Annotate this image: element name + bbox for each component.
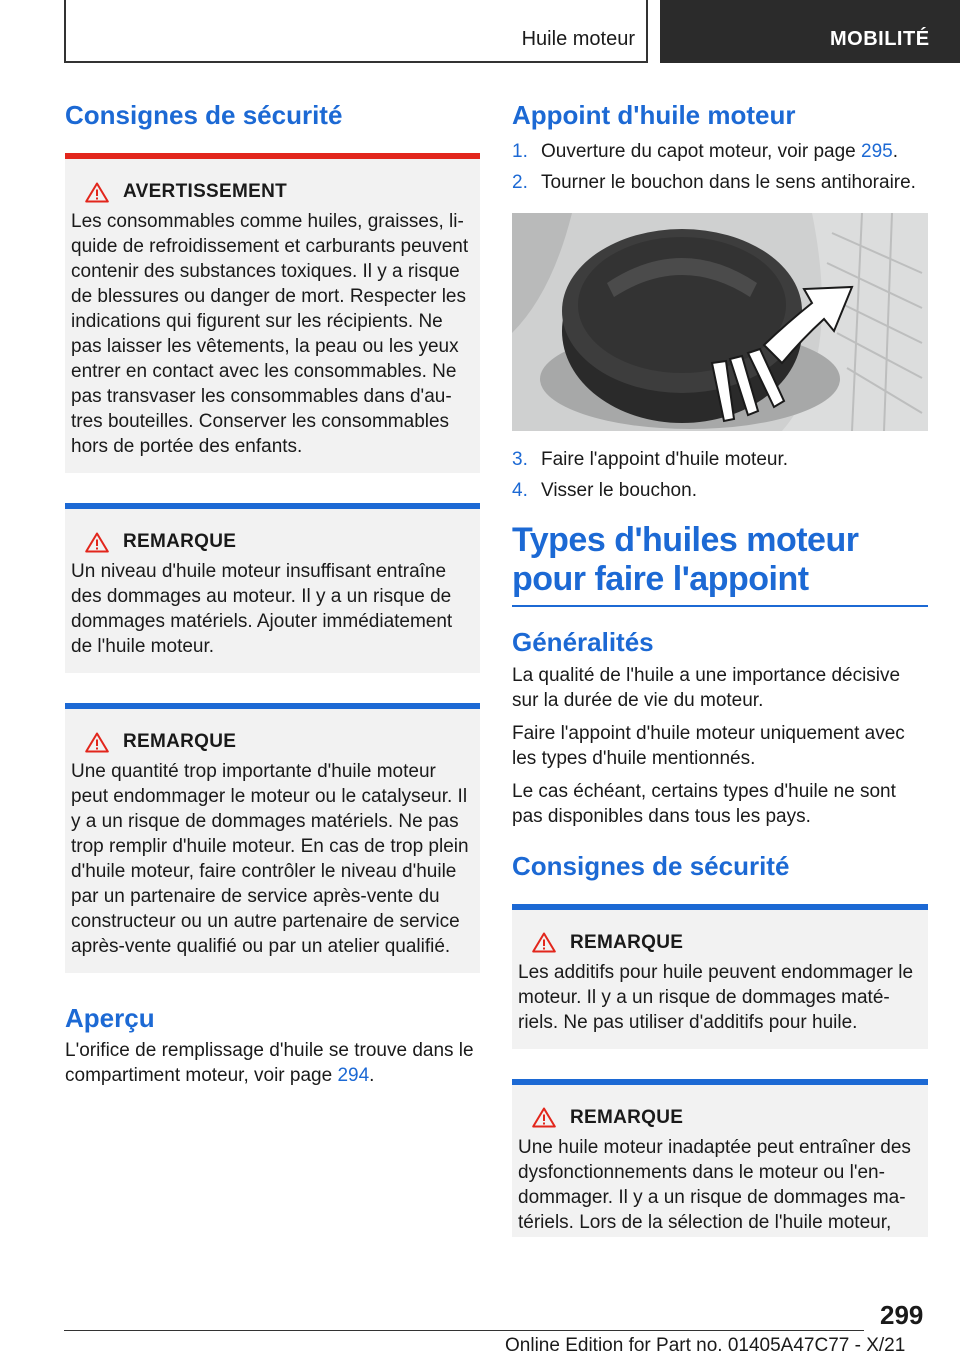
steps-list [512, 139, 928, 195]
oil-cap-illustration [512, 213, 928, 431]
step-number: 2. [512, 172, 528, 194]
note-title: REMARQUE [570, 1106, 684, 1128]
paragraph: Faire l'appoint d'huile moteur uniquement avec les types d'huile mentionnés. [512, 722, 905, 769]
oil-safety-heading: Consignes de sécurité [512, 850, 790, 881]
step-number: 1. [512, 141, 528, 163]
note-text: Une huile moteur inadaptée peut entraîner des dysfonctionnements dans le moteur ou l'endommager. Il y a un risque de dommages matériels. Lors de la sélection de l'huile moteur, [518, 1136, 911, 1233]
step-body: Ouverture du capot moteur, voir page [541, 141, 862, 163]
step-text: Tourner le bouchon dans le sens antihoraire. [541, 172, 916, 194]
note-header [71, 181, 474, 203]
note-text: Une quantité trop importante d'huile moteur peut endommager le moteur ou le catalyseur. Il y a un risque de dommages matériels. Ne pas trop remplir d'huile moteur. En cas de trop plein d'huile moteur, faire contrôler le niveau d'huile par un partenaire de service après-vente du constructeur ou un autre partenaire de service après-vente qualifié ou par un atelier qualifié. [71, 761, 469, 958]
step-text: Faire l'appoint d'huile moteur. [541, 449, 789, 471]
note-header [71, 731, 474, 753]
header-chapter-tab [660, 0, 960, 63]
steps-list [512, 447, 928, 503]
footer-divider [64, 1330, 864, 1331]
step-text: Visser le bouchon. [541, 480, 697, 502]
paragraph: Le cas échéant, certains types d'huile ne sont pas disponibles dans tous les pays. [512, 780, 896, 827]
step-number: 3. [512, 449, 528, 471]
list-item [512, 447, 928, 472]
warning-triangle-icon [532, 932, 556, 953]
overview-body: L'orifice de remplissage d'huile se trouve dans le compartiment moteur, voir page [65, 1040, 474, 1087]
notice-box [65, 703, 480, 973]
list-item [512, 170, 928, 195]
note-title: REMARQUE [123, 531, 237, 553]
right-column [512, 100, 928, 1267]
page-header [0, 0, 960, 66]
note-header [518, 932, 922, 954]
oil-types-heading: Types d'huiles moteur pour faire l'appoint [512, 521, 928, 607]
notice-box [512, 1079, 928, 1237]
note-header [518, 1107, 922, 1129]
overview-heading: Aperçu [65, 1003, 155, 1034]
warning-triangle-icon [85, 532, 109, 553]
list-item [512, 139, 928, 164]
left-column [65, 100, 480, 1096]
safety-heading: Consignes de sécurité [65, 100, 343, 130]
page-link[interactable]: 294 [337, 1065, 370, 1087]
page-link[interactable]: 295 [861, 141, 893, 163]
oil-filler-cap-image [512, 213, 928, 431]
step-number: 4. [512, 480, 528, 502]
period: . [369, 1065, 375, 1087]
note-text: Les additifs pour huile peuvent endommager le moteur. Il y a un risque de dommages matériels. Ne pas utiliser d'additifs pour huile. [518, 961, 914, 1033]
step-text [541, 139, 898, 164]
notice-box [512, 904, 928, 1049]
warning-triangle-icon [85, 182, 109, 203]
header-section-title: Huile moteur [521, 28, 635, 50]
warning-box [65, 153, 480, 473]
note-header [71, 531, 474, 553]
page-number: 299 [880, 1300, 924, 1330]
list-item [512, 478, 928, 503]
footer-edition-text: Online Edition for Part no. 01405A47C77 - X/21 [505, 1335, 906, 1356]
overview-text [65, 1038, 480, 1088]
warning-triangle-icon [85, 732, 109, 753]
note-title: AVERTISSEMENT [123, 181, 288, 203]
note-text: Un niveau d'huile moteur insuffisant entraîne des dommages au moteur. Il y a un risque de dommages matériels. Ajouter immédiatement de l'huile moteur. [71, 561, 453, 658]
warning-triangle-icon [532, 1107, 556, 1128]
note-title: REMARQUE [123, 731, 237, 753]
general-heading: Généralités [512, 627, 654, 658]
notice-box [65, 503, 480, 673]
refill-heading: Appoint d'huile moteur [512, 100, 796, 130]
header-chapter-title: MOBILITÉ [830, 28, 930, 50]
period: . [892, 141, 898, 163]
note-title: REMARQUE [570, 931, 684, 953]
paragraph: La qualité de l'huile a une importance décisive sur la durée de vie du moteur. [512, 664, 901, 711]
note-text: Les consommables comme huiles, graisses, liquide de refroidissement et carburants peuvent contenir des substances toxiques. Il y a risque de blessures ou danger de mort. Respecter les indications qui figurent sur les récipients. Ne pas laisser les vêtements, la peau ou les yeux entrer en contact avec les consommables. Ne pas transvaser les consommables dans d'autres bouteilles. Conserver les consommables hors de portée des enfants. [71, 211, 469, 458]
